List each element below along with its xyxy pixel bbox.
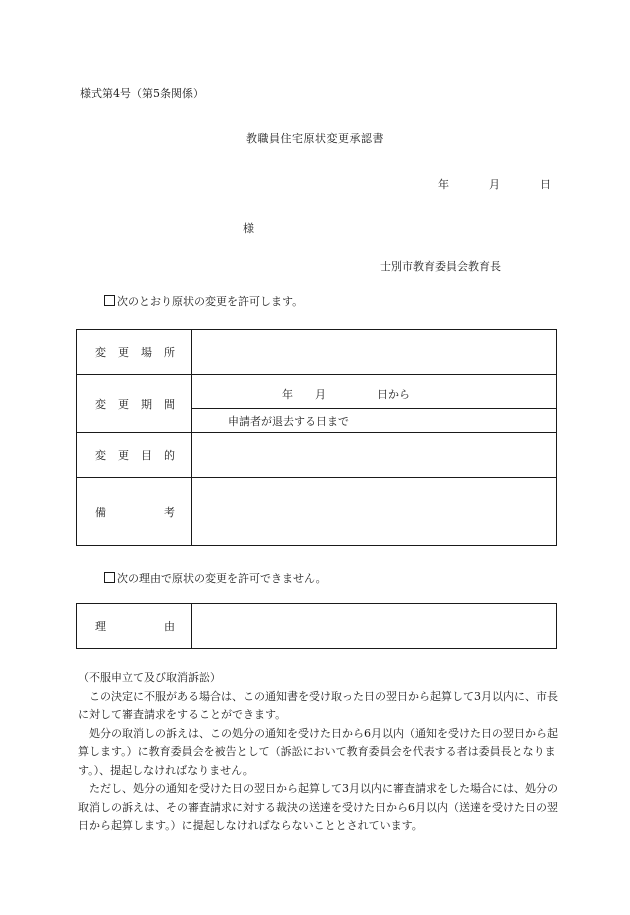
- permit-checkbox-label: 次のとおり原状の変更を許可します。: [117, 295, 304, 308]
- form-number: 様式第4号（第5条関係）: [80, 87, 204, 100]
- notes-paragraph: 処分の取消しの訴えは、この処分の通知を受けた日から6月以内（通知を受けた日の翌日から起算します。）に教育委員会を被告として（訴訟において教育委員会を代表する者は委員長となります。）、提起しなければなりません。: [78, 726, 558, 777]
- deny-option[interactable]: [104, 570, 327, 586]
- field-place[interactable]: [192, 330, 557, 375]
- notes-paragraph: この決定に不服がある場合は、この通知書を受け取った日の翌日から起算して3月以内に、市長に対して審査請求をすることができます。: [78, 689, 558, 721]
- permit-checkbox[interactable]: [104, 295, 115, 306]
- row-period: [77, 375, 557, 433]
- row-place: [77, 330, 557, 375]
- period-end[interactable]: [192, 408, 556, 432]
- label-reason: 理 由: [77, 604, 192, 649]
- period-year: 年: [282, 387, 293, 401]
- period-start[interactable]: [192, 376, 556, 408]
- date-month: 月: [489, 178, 500, 191]
- notes-heading: （不服申立て及び取消訴訟）: [78, 671, 221, 684]
- field-remarks[interactable]: [192, 478, 557, 546]
- date-year: 年: [438, 178, 449, 191]
- deny-checkbox[interactable]: [104, 572, 115, 583]
- row-purpose: [77, 433, 557, 478]
- field-purpose[interactable]: [192, 433, 557, 478]
- period-from: 日から: [377, 387, 410, 401]
- label-period: 変 更 期 間: [77, 375, 192, 433]
- label-place: 変 更 場 所: [77, 330, 192, 375]
- period-month: 月: [315, 387, 326, 401]
- period-end-text: 申請者が退去する日まで: [228, 414, 349, 428]
- field-period: [192, 375, 557, 433]
- deny-checkbox-label: 次の理由で原状の変更を許可できません。: [117, 572, 327, 585]
- label-purpose: 変 更 目 的: [77, 433, 192, 478]
- date-line: [438, 176, 551, 192]
- permit-option[interactable]: [104, 293, 303, 309]
- row-reason: [77, 604, 557, 649]
- addressee-suffix: 様: [243, 222, 254, 235]
- row-remarks: [77, 478, 557, 546]
- appeal-notes: [78, 669, 568, 836]
- document-title: 教職員住宅原状変更承認書: [246, 132, 384, 145]
- permit-table: [76, 329, 557, 546]
- deny-table: [76, 603, 557, 649]
- notes-paragraph: ただし、処分の通知を受けた日の翌日から起算して3月以内に審査請求をした場合には、処分の取消しの訴えは、その審査請求に対する裁決の送達を受けた日から6月以内（送達を受けた日の翌日から起算します。）に提起しなければならないこととされています。: [78, 782, 558, 832]
- date-day: 日: [540, 178, 551, 191]
- label-remarks: 備 考: [77, 478, 192, 546]
- field-reason[interactable]: [192, 604, 557, 649]
- issuer: 士別市教育委員会教育長: [380, 260, 501, 273]
